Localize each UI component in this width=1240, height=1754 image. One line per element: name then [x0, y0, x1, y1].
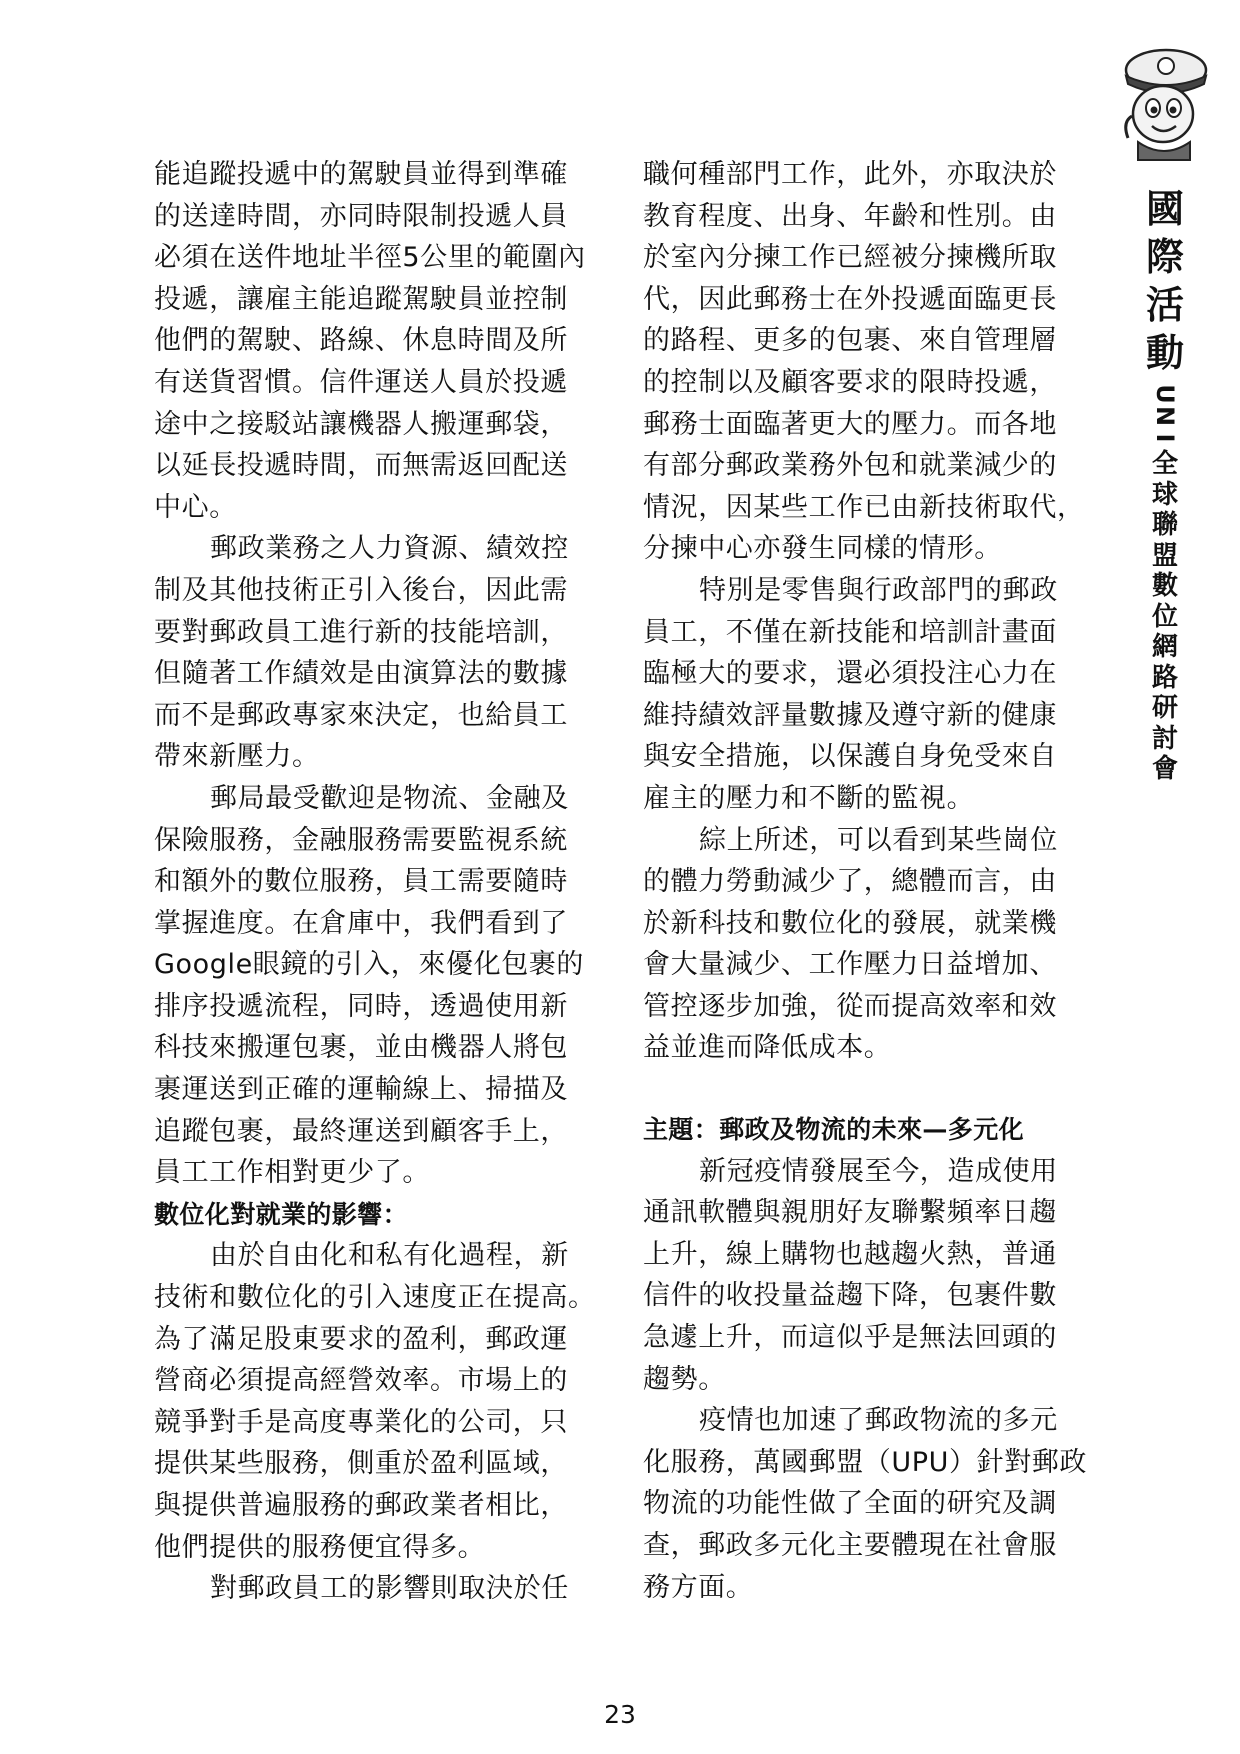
text-line: 物流的功能性做了全面的研究及調 [643, 1488, 1057, 1520]
text-line: 制及其他技術正引入後台，因此需 [154, 574, 568, 606]
category-char: 活 [1145, 282, 1184, 327]
text-line: 能追蹤投遞中的駕駛員並得到準確 [154, 159, 568, 190]
text-line: 通訊軟體與親朋好友聯繫頻率日趨 [643, 1197, 1057, 1229]
text-line: 上升，線上購物也越趨火熱，普通 [643, 1238, 1057, 1270]
text-line: 他們的駕駛、路線、休息時間及所 [154, 325, 568, 357]
text-line: 疫情也加速了郵政物流的多元 [699, 1405, 1058, 1437]
text-line: 管控逐步加強，從而提高效率和效 [643, 990, 1057, 1022]
section-heading: 數位化對就業的影響： [154, 1199, 409, 1229]
text-line: 排序投遞流程，同時，透過使用新 [154, 990, 568, 1022]
text-line: 趨勢。 [643, 1363, 726, 1395]
text-line: 要對郵政員工進行新的技能培訓， [154, 616, 568, 648]
text-line: 教育程度、出身、年齡和性別。由 [643, 200, 1057, 232]
text-line: 提供某些服務，側重於盈利區域， [154, 1448, 568, 1480]
subtitle-char: 網 [1151, 632, 1178, 662]
text-line: 有部分郵政業務外包和就業減少的 [643, 450, 1057, 482]
text-line: 帶來新壓力。 [154, 741, 320, 773]
text-line: 臨極大的要求，還必須投注心力在 [643, 658, 1057, 690]
text-line: 對郵政員工的影響則取決於任 [210, 1573, 569, 1605]
text-line: 的送達時間，亦同時限制投遞人員 [154, 200, 568, 232]
section-subtitle [1125, 383, 1205, 785]
text-line: 以延長投遞時間，而無需返回配送 [154, 450, 568, 482]
text-line: 和額外的數位服務，員工需要隨時 [154, 866, 568, 898]
sidebar [1125, 185, 1205, 785]
subtitle-char: 全 [1151, 449, 1178, 479]
subtitle-char: I [1151, 433, 1179, 443]
text-line: 情況，因某些工作已由新技術取代， [643, 491, 1085, 523]
subtitle-char: N [1151, 405, 1179, 427]
text-line: 員工工作相對更少了。 [154, 1157, 430, 1189]
text-line: 的控制以及顧客要求的限時投遞， [643, 366, 1057, 398]
text-line: 為了滿足股東要求的盈利，郵政運 [154, 1323, 568, 1355]
text-line: 職何種部門工作，此外，亦取決於 [643, 159, 1057, 190]
text-line: 於新科技和數位化的發展，就業機 [643, 907, 1057, 939]
text-line: 但隨著工作績效是由演算法的數據 [154, 658, 568, 690]
text-line: 化服務，萬國郵盟（UPU）針對郵政 [643, 1446, 1088, 1478]
category-char: 際 [1145, 234, 1184, 279]
subtitle-char: 聯 [1151, 510, 1178, 540]
text-line: 雇主的壓力和不斷的監視。 [643, 782, 975, 814]
subtitle-char: 球 [1151, 479, 1178, 510]
text-line: 由於自由化和私有化過程，新 [210, 1240, 569, 1272]
text-line: 信件的收投量益趨下降，包裹件數 [643, 1280, 1057, 1312]
text-line: 與安全措施，以保護自身免受來自 [643, 741, 1057, 773]
paragraph-gap [643, 1069, 1091, 1109]
text-line: 與提供普遍服務的郵政業者相比， [154, 1490, 568, 1521]
text-line: 中心。 [154, 491, 237, 523]
text-line: 新冠疫情發展至今，造成使用 [699, 1155, 1058, 1187]
subtitle-char: 路 [1151, 662, 1178, 693]
subtitle-char: 會 [1151, 754, 1178, 784]
text-line: 益並進而降低成本。 [643, 1032, 892, 1064]
section-heading: 主題：郵政及物流的未來—多元化 [643, 1115, 1025, 1145]
text-line: 員工，不僅在新技能和培訓計畫面 [643, 616, 1057, 648]
text-line: 綜上所述，可以看到某些崗位 [699, 824, 1058, 856]
text-line: 而不是郵政專家來決定，也給員工 [154, 699, 568, 731]
page-number: 23 [604, 1700, 636, 1729]
text-line: 急遽上升，而這似乎是無法回頭的 [643, 1322, 1057, 1354]
text-line: 郵政業務之人力資源、績效控 [210, 533, 569, 565]
text-line: 追蹤包裹，最終運送到顧客手上， [154, 1115, 568, 1147]
text-line: 的路程、更多的包裹、來自管理層 [643, 325, 1057, 357]
text-line: 分揀中心亦發生同樣的情形。 [643, 533, 1002, 565]
text-line: 郵務士面臨著更大的壓力。而各地 [643, 408, 1057, 440]
text-line: 他們提供的服務便宜得多。 [154, 1531, 486, 1563]
text-line: 技術和數位化的引入速度正在提高。 [154, 1282, 596, 1314]
mascot-icon [1108, 42, 1218, 162]
text-line: 裹運送到正確的運輸線上、掃描及 [154, 1074, 568, 1106]
text-line: 必須在送件地址半徑5公里的範圍內 [154, 242, 586, 274]
text-line: 有送貨習慣。信件運送人員於投遞 [154, 366, 568, 398]
category-char: 動 [1145, 330, 1184, 375]
subtitle-char: 討 [1151, 723, 1178, 754]
text-line: 郵局最受歡迎是物流、金融及 [210, 782, 569, 814]
text-line: 掌握進度。在倉庫中，我們看到了 [154, 907, 568, 939]
subtitle-char: U [1151, 384, 1179, 404]
text-line: 務方面。 [643, 1571, 754, 1603]
subtitle-char: 數 [1151, 571, 1178, 601]
text-line: 營商必須提高經營效率。市場上的 [154, 1365, 568, 1397]
subtitle-char: 研 [1151, 693, 1178, 723]
text-line: 代，因此郵務士在外投遞面臨更長 [643, 283, 1057, 315]
text-line: 保險服務，金融服務需要監視系統 [154, 824, 568, 856]
text-line: 於室內分揀工作已經被分揀機所取 [643, 242, 1057, 274]
category-char: 國 [1145, 186, 1184, 231]
text-line: Google眼鏡的引入，來優化包裹的 [154, 949, 585, 981]
subtitle-char: 位 [1151, 601, 1178, 632]
right-column [643, 154, 1091, 1608]
text-line: 會大量減少、工作壓力日益增加、 [643, 949, 1057, 981]
text-line: 維持績效評量數據及遵守新的健康 [643, 699, 1057, 731]
subtitle-char: 盟 [1151, 540, 1178, 571]
text-line: 科技來搬運包裹，並由機器人將包 [154, 1032, 568, 1064]
left-column [154, 154, 602, 1610]
text-line: 查，郵政多元化主要體現在社會服 [643, 1530, 1057, 1561]
text-line: 特別是零售與行政部門的郵政 [699, 574, 1058, 606]
text-line: 投遞，讓雇主能追蹤駕駛員並控制 [154, 283, 568, 315]
text-line: 途中之接駁站讓機器人搬運郵袋， [154, 408, 568, 440]
section-category [1125, 185, 1205, 377]
text-line: 競爭對手是高度專業化的公司，只 [154, 1406, 568, 1438]
text-line: 的體力勞動減少了，總體而言，由 [643, 866, 1057, 898]
